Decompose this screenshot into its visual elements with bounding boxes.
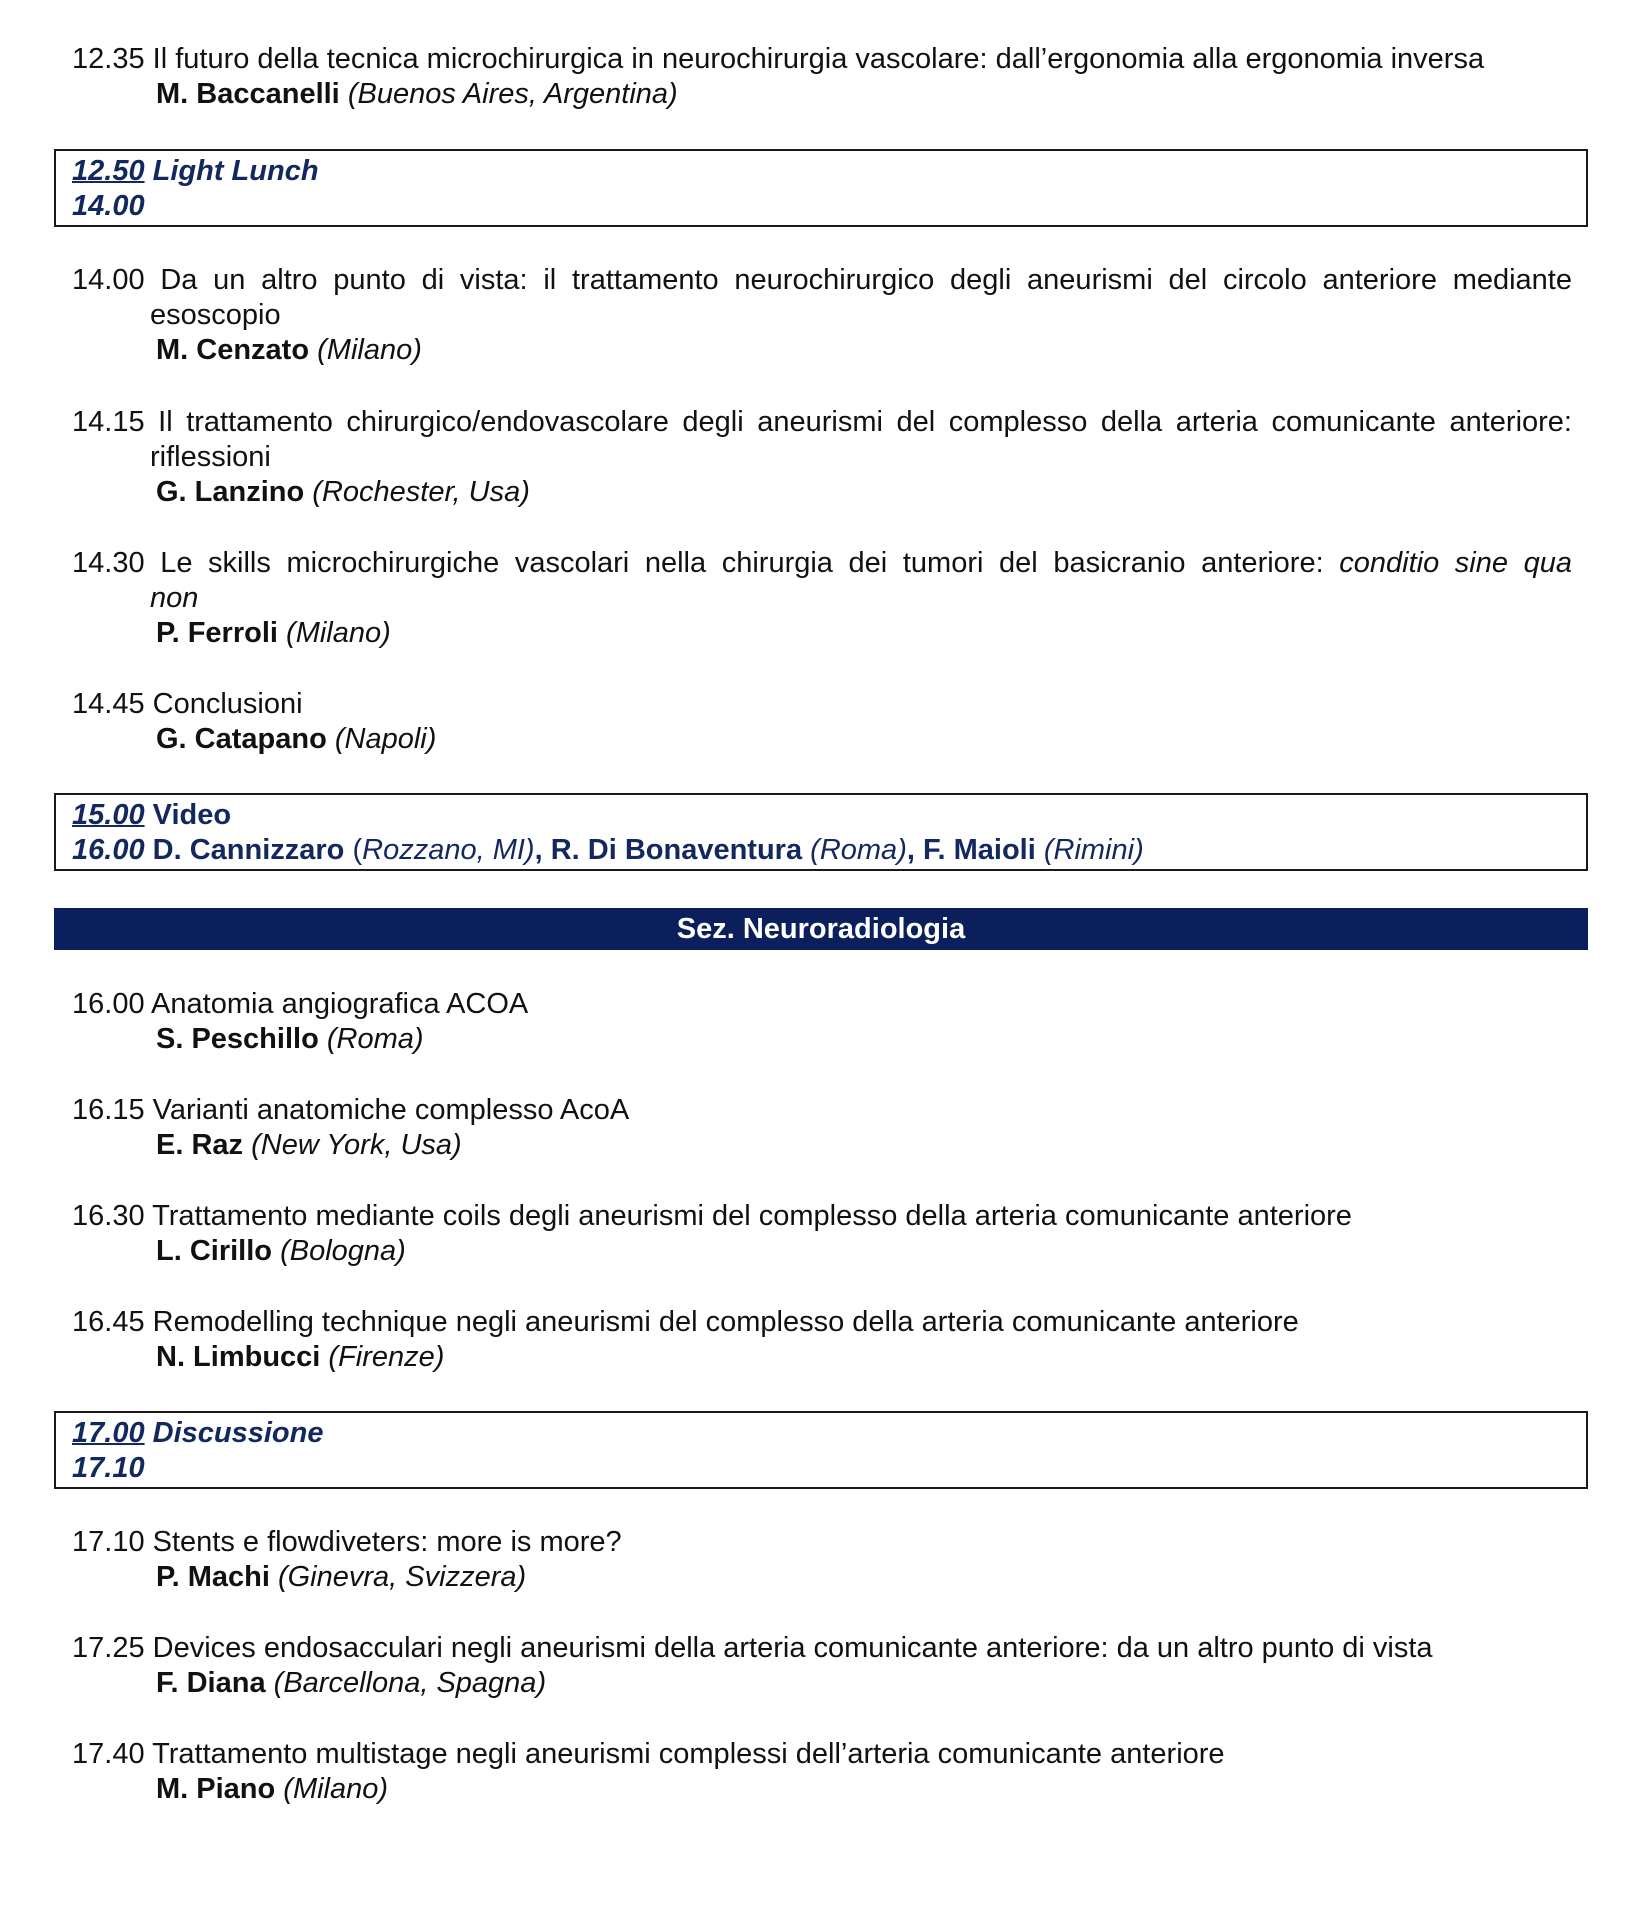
item-time: 16.45 <box>72 1306 145 1338</box>
break-box-lunch <box>54 149 1588 227</box>
speaker-name: N. Limbucci <box>156 1341 321 1373</box>
speaker-affiliation: (Rochester, Usa) <box>312 476 530 508</box>
item-title: Devices endosacculari negli aneurismi della arteria comunicante anteriore: da un altro punto di vista <box>152 1632 1433 1664</box>
item-title: Anatomia angiografica ACOA <box>151 988 529 1020</box>
program-item <box>72 1305 1572 1375</box>
program-item <box>72 1093 1572 1163</box>
program-item <box>72 1631 1572 1701</box>
item-title: Conclusioni <box>152 688 303 720</box>
item-title: Il futuro della tecnica microchirurgica in neurochirurgia vascolare: dall’ergonomia alla ergonomia inversa <box>152 43 1485 75</box>
program-item <box>72 42 1572 112</box>
item-time: 14.00 <box>72 264 145 296</box>
program-item <box>72 1737 1572 1807</box>
speaker-affiliation: (Napoli) <box>334 723 437 755</box>
speaker-affiliation: (Milano) <box>317 334 422 366</box>
presenter-affiliation: Roma <box>819 834 898 866</box>
program-item <box>72 687 1572 757</box>
item-time: 14.15 <box>72 406 145 438</box>
video-start-time: 15.00 <box>72 799 145 831</box>
video-box: 15.00 Video 16.00 D. Cannizzaro (Rozzano, MI), R. Di Bonaventura (Roma), F. Maioli (Rimini) <box>54 793 1588 871</box>
speaker-affiliation: (Buenos Aires, Argentina) <box>347 78 678 110</box>
speaker-name: G. Catapano <box>156 723 327 755</box>
item-time: 14.30 <box>72 547 145 579</box>
speaker-name: P. Machi <box>156 1561 270 1593</box>
presenter-affiliation: Rozzano, MI <box>362 834 525 866</box>
item-time: 17.40 <box>72 1738 145 1770</box>
item-title-continuation: non <box>150 582 199 614</box>
speaker-affiliation: (Milano) <box>286 617 391 649</box>
program-item <box>72 263 1572 368</box>
break-end-time: 17.10 <box>72 1452 145 1484</box>
speaker-affiliation: (Bologna) <box>280 1235 406 1267</box>
presenter-name: D. Cannizzaro <box>152 834 345 866</box>
item-title: Remodelling technique negli aneurismi del complesso della arteria comunicante anteriore <box>152 1306 1299 1338</box>
program-item <box>72 546 1572 651</box>
video-end-time: 16.00 <box>72 834 145 866</box>
break-start-time: 12.50 <box>72 155 145 187</box>
video-label: Video <box>152 799 232 831</box>
speaker-affiliation: (Roma) <box>326 1023 424 1055</box>
item-title: Da un altro punto di vista: il trattamento neurochirurgico degli aneurismi del circolo anteriore mediante <box>160 264 1572 296</box>
item-title-italic: conditio sine qua <box>1339 547 1573 579</box>
speaker-name: S. Peschillo <box>156 1023 319 1055</box>
speaker-name: P. Ferroli <box>156 617 278 649</box>
break-start-time: 17.00 <box>72 1417 145 1449</box>
speaker-name: E. Raz <box>156 1129 244 1161</box>
program-item <box>72 1525 1572 1595</box>
speaker-name: G. Lanzino <box>156 476 305 508</box>
speaker-name: M. Cenzato <box>156 334 310 366</box>
presenter-name: F. Maioli <box>922 834 1036 866</box>
item-title: Stents e flowdiveters: more is more? <box>152 1526 622 1558</box>
presenter-affiliation: Rimini <box>1053 834 1135 866</box>
speaker-name: M. Baccanelli <box>156 78 340 110</box>
speaker-affiliation: (Ginevra, Svizzera) <box>277 1561 527 1593</box>
break-label: Discussione <box>152 1417 324 1449</box>
break-box-discussion <box>54 1411 1588 1489</box>
program-item <box>72 987 1572 1057</box>
item-title: Varianti anatomiche complesso AcoA <box>152 1094 630 1126</box>
item-time: 16.00 <box>72 988 145 1020</box>
program-item <box>72 405 1572 510</box>
item-time: 17.25 <box>72 1632 145 1664</box>
speaker-affiliation: (Barcellona, Spagna) <box>273 1667 547 1699</box>
item-time: 12.35 <box>72 43 145 75</box>
speaker-name: F. Diana <box>156 1667 266 1699</box>
item-title-continuation: riflessioni <box>150 441 271 473</box>
item-title: Trattamento multistage negli aneurismi complessi dell’arteria comunicante anteriore <box>152 1738 1225 1770</box>
speaker-name: M. Piano <box>156 1773 276 1805</box>
item-time: 16.15 <box>72 1094 145 1126</box>
section-heading: Sez. Neuroradiologia <box>54 908 1588 950</box>
presenter-name: R. Di Bonaventura <box>550 834 803 866</box>
speaker-affiliation: (Firenze) <box>328 1341 445 1373</box>
item-title: Trattamento mediante coils degli aneurismi del complesso della arteria comunicante anteriore <box>152 1200 1352 1232</box>
break-label: Light Lunch <box>152 155 319 187</box>
item-title: Le skills microchirurgiche vascolari nella chirurgia dei tumori del basicranio anteriore: <box>160 547 1324 579</box>
speaker-affiliation: (Milano) <box>283 1773 389 1805</box>
speaker-name: L. Cirillo <box>156 1235 272 1267</box>
item-time: 17.10 <box>72 1526 145 1558</box>
speaker-affiliation: (New York, Usa) <box>251 1129 462 1161</box>
item-time: 16.30 <box>72 1200 145 1232</box>
item-title: Il trattamento chirurgico/endovascolare degli aneurismi del complesso della arteria comunicante anteriore: <box>158 406 1572 438</box>
program-item <box>72 1199 1572 1269</box>
break-end-time: 14.00 <box>72 190 145 222</box>
item-title-continuation: esoscopio <box>150 299 281 331</box>
item-time: 14.45 <box>72 688 145 720</box>
